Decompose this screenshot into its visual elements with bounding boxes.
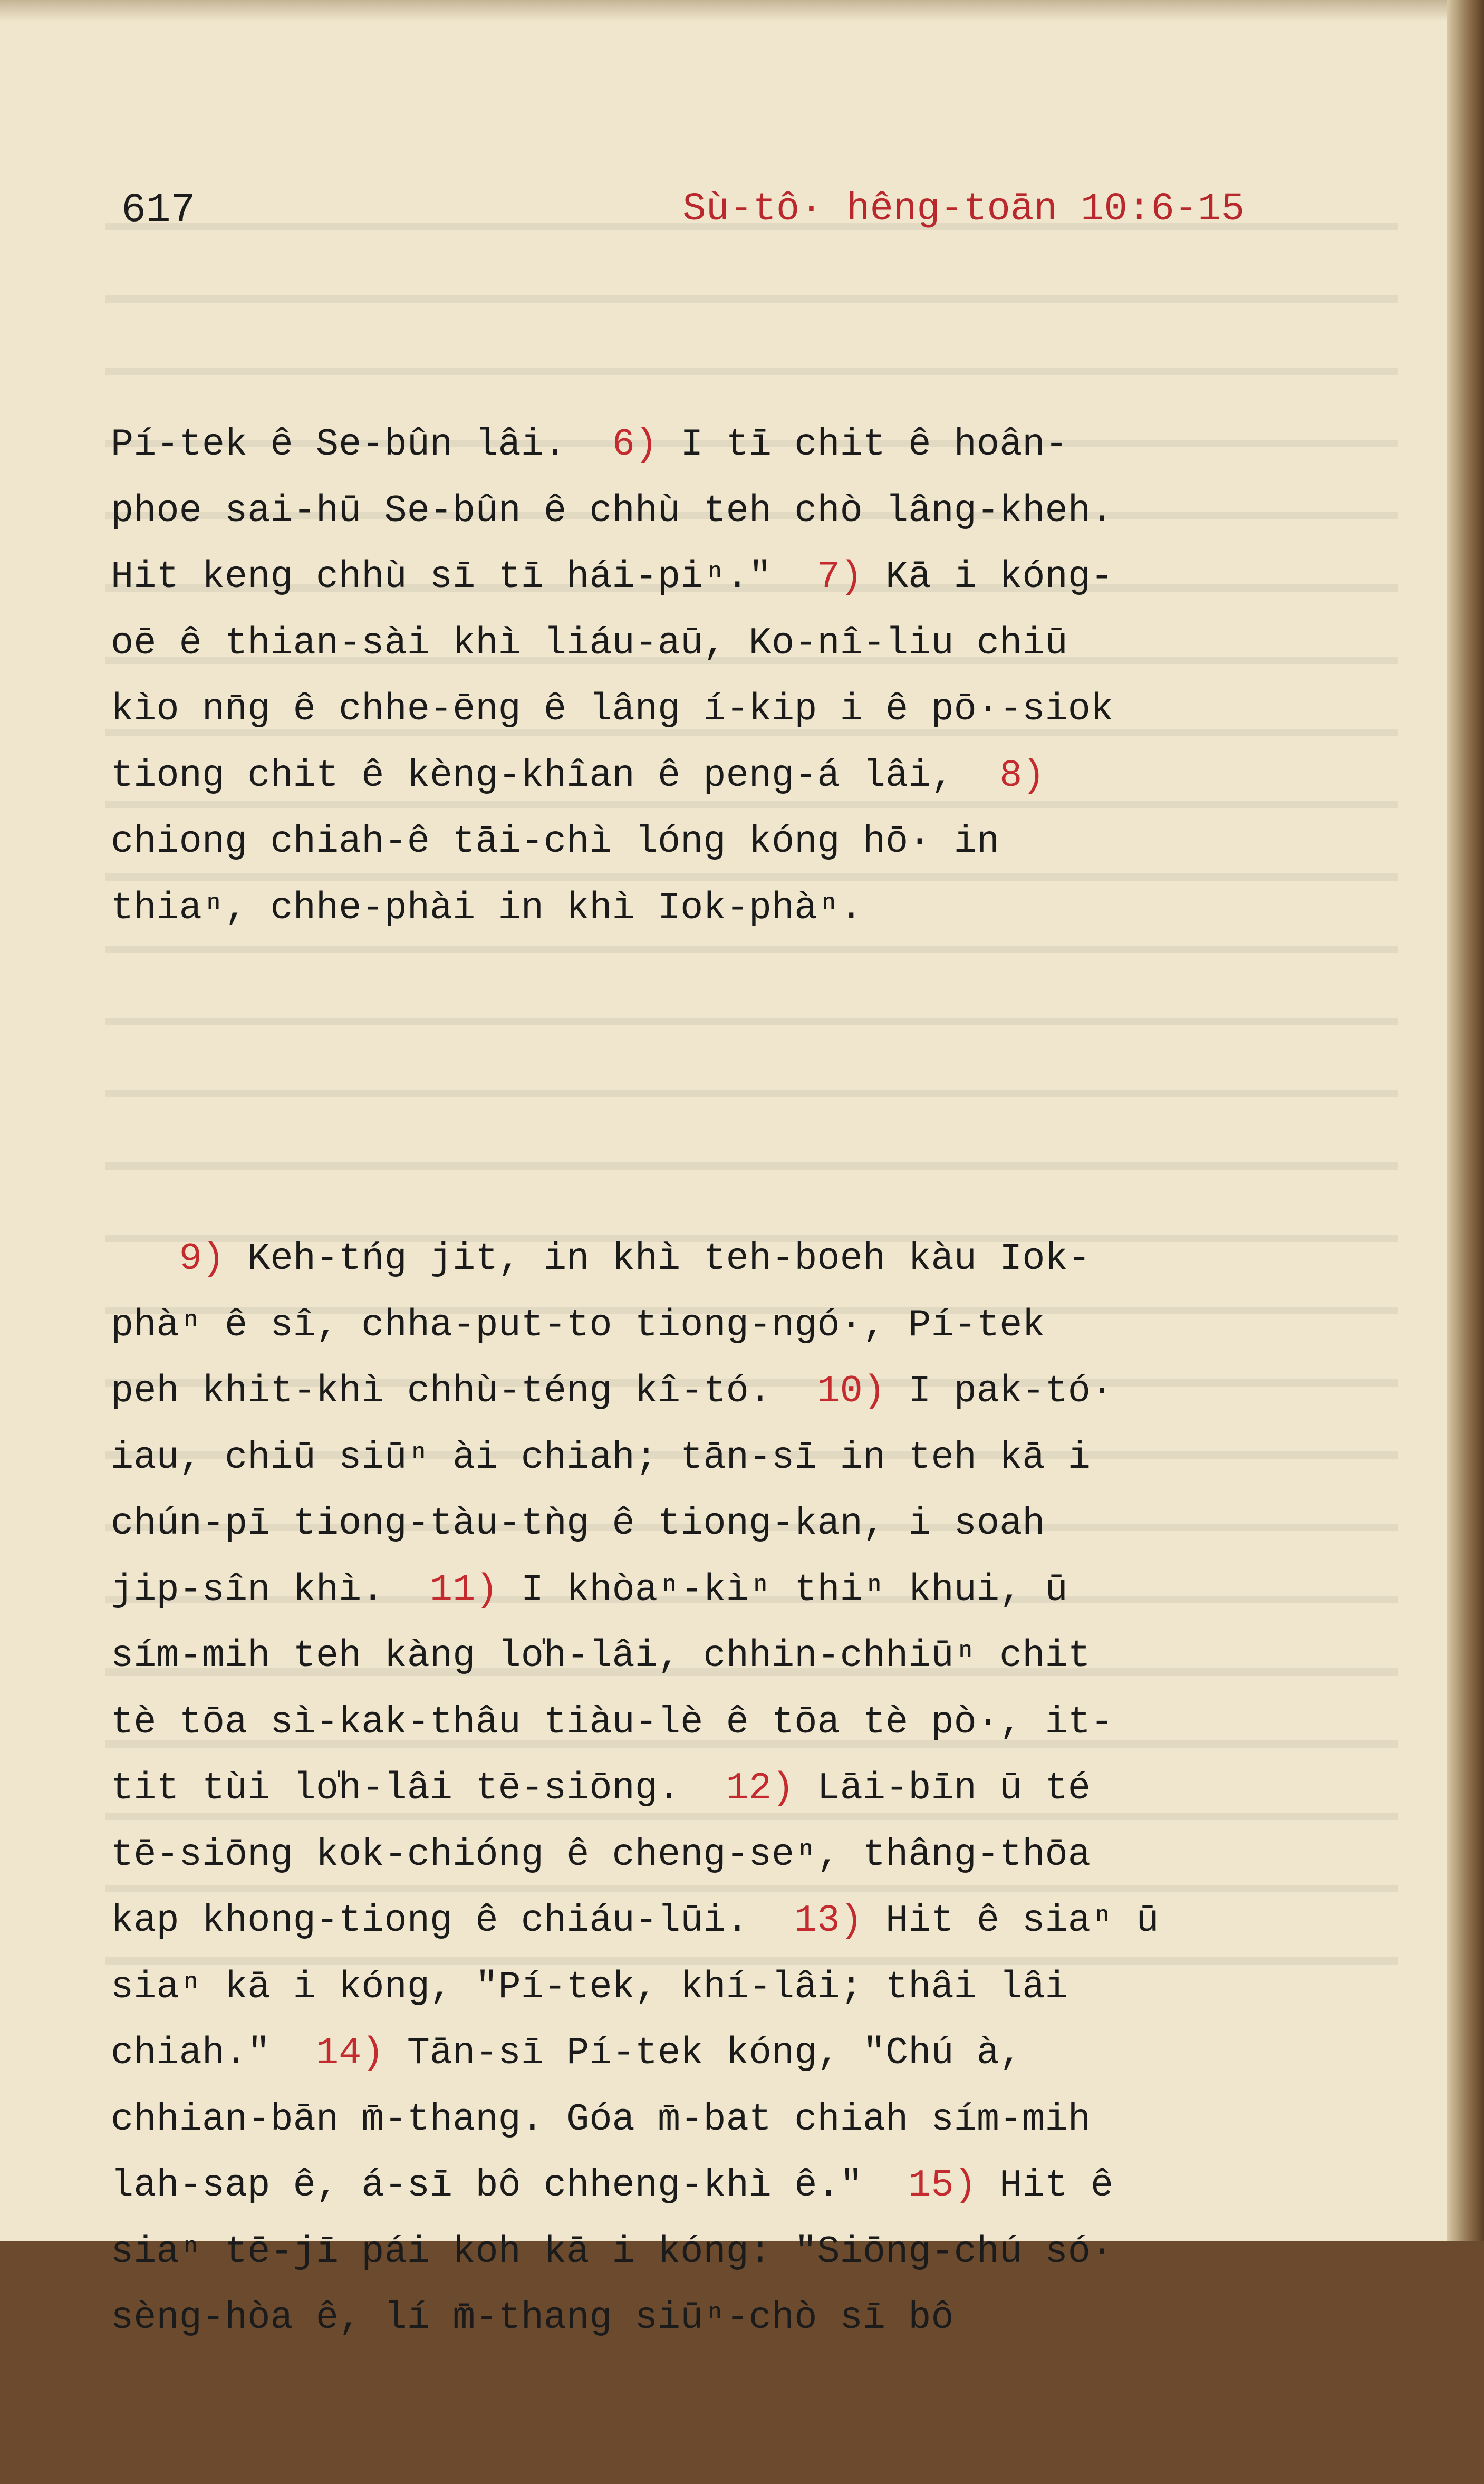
verse-number: 8) <box>999 754 1045 797</box>
text-line <box>111 677 1303 743</box>
text-segment: chún-pī tiong-tàu-tǹg ê tiong-kan, i soah <box>111 1502 1045 1545</box>
text-segment: tè tōa sì-kak-thâu tiàu-lè ê tōa tè pò·, it- <box>111 1700 1114 1744</box>
text-line <box>111 809 1303 875</box>
text-line <box>111 1359 1303 1425</box>
text-segment: jip-sîn khì. <box>111 1568 430 1612</box>
text-segment: I pak-tó· <box>885 1370 1114 1413</box>
verse-number: 6) <box>612 423 658 466</box>
text-line <box>111 875 1303 942</box>
text-segment: tit tùi lo̍h-lâi tē-siōng. <box>111 1767 726 1810</box>
text-segment: Tān-sī Pí-tek kóng, "Chú à, <box>384 2032 1023 2075</box>
text-line <box>111 412 1303 478</box>
text-segment: Kā i kóng- <box>862 555 1114 599</box>
text-line <box>111 1623 1303 1690</box>
text-line <box>111 1425 1303 1491</box>
text-line <box>111 1491 1303 1557</box>
text-segment: I tī chit ê hoân- <box>657 423 1068 466</box>
text-segment: iau, chiū siūⁿ ài chiah; tān-sī in teh kā i <box>111 1436 1091 1479</box>
page-number: 617 <box>121 187 196 234</box>
text-segment: tiong chit ê kèng-khîan ê peng-á lâi, <box>111 754 1000 797</box>
text-line <box>111 1888 1303 1955</box>
text-segment <box>111 1237 179 1280</box>
text-segment: chiong chiah-ê tāi-chì lóng kóng hō· in <box>111 820 1000 863</box>
text-line <box>111 1690 1303 1756</box>
text-segment: Pí-tek ê Se-bûn lâi. <box>111 423 612 466</box>
text-line <box>111 2285 1303 2352</box>
text-line <box>111 478 1303 545</box>
text-line <box>111 1955 1303 2021</box>
text-line <box>111 1293 1303 1359</box>
verse-number: 10) <box>817 1370 886 1413</box>
text-line <box>111 1756 1303 1822</box>
text-segment: Keh-tńg jit, in khì teh-boeh kàu Iok- <box>225 1237 1091 1280</box>
verse-number: 14) <box>315 2032 384 2075</box>
verse-number: 7) <box>817 555 863 599</box>
page-header <box>121 187 1245 261</box>
text-segment: chiah." <box>111 2032 316 2075</box>
paragraph-gap <box>111 1074 1303 1094</box>
text-line <box>111 1822 1303 1889</box>
verse-number: 13) <box>794 1899 863 1942</box>
page-top-shadow <box>0 0 1484 21</box>
text-segment: thiaⁿ, chhe-phài in khì Iok-phàⁿ. <box>111 886 863 930</box>
text-line <box>111 2153 1303 2219</box>
text-segment: lah-sap ê, á-sī bô chheng-khì ê." <box>111 2164 909 2207</box>
body-text <box>111 280 1303 2484</box>
paragraph-2 <box>111 1226 1303 2352</box>
text-line <box>111 544 1303 611</box>
page-edge <box>1447 0 1484 2241</box>
verse-number: 15) <box>908 2164 977 2207</box>
text-segment: oē ê thian-sài khì liáu-aū, Ko-nî-liu chiū <box>111 621 1068 665</box>
text-line <box>111 611 1303 677</box>
text-line <box>111 2020 1303 2087</box>
text-segment: siaⁿ kā i kóng, "Pí-tek, khí-lâi; thâi lâi <box>111 1965 1068 2009</box>
text-segment: Hit ê <box>976 2164 1114 2207</box>
text-line <box>111 1557 1303 1624</box>
running-head: Sù-tô· hêng-toān 10:6-15 <box>682 187 1245 232</box>
text-segment: tē-siōng kok-chióng ê cheng-seⁿ, thâng-thōa <box>111 1833 1091 1876</box>
verse-number: 11) <box>429 1568 498 1612</box>
text-segment: kìo nn̄g ê chhe-ēng ê lâng í-kip i ê pō·-siok <box>111 688 1114 731</box>
verse-number: 12) <box>726 1767 795 1810</box>
text-segment: I khòaⁿ-kìⁿ thiⁿ khui, ū <box>498 1568 1068 1612</box>
verse-number: 9) <box>179 1237 225 1280</box>
text-segment: chhian-bān m̄-thang. Góa m̄-bat chiah sím-mih <box>111 2097 1091 2141</box>
text-segment: Hit ê siaⁿ ū <box>862 1899 1159 1942</box>
text-segment: phàⁿ ê sî, chha-put-to tiong-ngó·, Pí-tek <box>111 1303 1045 1347</box>
text-segment: Hit keng chhù sī tī hái-piⁿ." <box>111 555 817 599</box>
text-line <box>111 1226 1303 1293</box>
text-segment: kap khong-tiong ê chiáu-lūi. <box>111 1899 795 1942</box>
text-segment: sím-mih teh kàng lo̍h-lâi, chhin-chhiūⁿ chit <box>111 1634 1091 1678</box>
text-segment: sèng-hòa ê, lí m̄-thang siūⁿ-chò sī bô <box>111 2296 954 2339</box>
text-line <box>111 2219 1303 2286</box>
text-segment: Lāi-bīn ū té <box>794 1767 1091 1810</box>
text-segment: siaⁿ tē-jī pái koh kā i kóng: "Siōng-chú só· <box>111 2230 1114 2274</box>
text-segment: peh khit-khì chhù-téng kî-tó. <box>111 1370 817 1413</box>
text-line <box>111 743 1303 810</box>
paragraph-1 <box>111 412 1303 941</box>
text-line <box>111 2087 1303 2153</box>
text-segment: phoe sai-hū Se-bûn ê chhù teh chò lâng-kheh. <box>111 489 1114 533</box>
